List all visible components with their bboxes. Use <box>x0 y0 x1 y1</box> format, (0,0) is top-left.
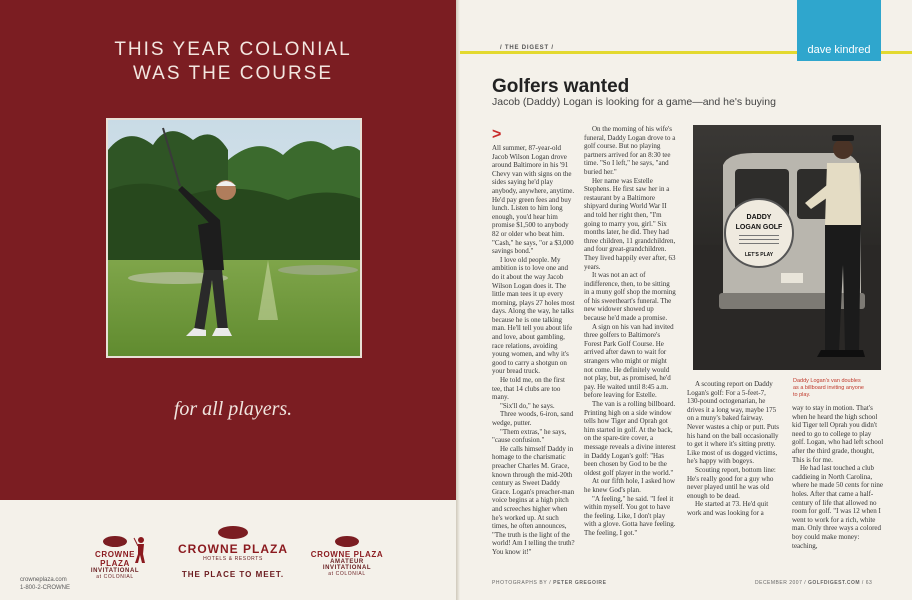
paragraph: way to stay in motion. That's when he heard the high school kid Tiger tell Oprah you didn't need to go to college to play golf. Logan, who had left school after the third grade, thought, This is for me. <box>792 404 884 464</box>
golfer-photo <box>106 118 362 358</box>
paragraph: "Six'll do," he says. <box>500 401 555 410</box>
byline: dave kindred <box>807 44 871 56</box>
paragraph: He calls himself Daddy in homage to the charismatic preacher Charles M. Grace, known through the mid-20th century as Sweet Daddy Grace. Logan's preacher-man voice begins at a high pitch and screeches higher when he's worked up. At such times, he often announces, "The truth is the light of the world! Am I telling the truth? You know it!" <box>492 444 575 556</box>
paragraph: Her name was Estelle Stephens. He first saw her in a restaurant by a Baltimore shipyard during World War II and told her right then, "I'm going to marry you, girl." Six months later, he did. They had three children, 11 grandchildren, and four great-grandchildren. They lived happily ever after, 63 years. <box>584 176 676 271</box>
crowne-plaza-crown-icon <box>218 526 248 539</box>
photo-credit: PHOTOGRAPHS BY / PETER GREGOIRE <box>492 580 607 586</box>
photo-caption: Daddy Logan's van doubles as a billboard inviting anyone to play. <box>793 378 864 398</box>
ad-headline <box>0 38 466 86</box>
page-footer: DECEMBER 2007 / GOLFDIGEST.COM / 63 <box>755 580 873 586</box>
logan-van-illustration <box>693 125 881 370</box>
article-column-3 <box>687 380 779 518</box>
van-sign-line1: DADDY <box>746 214 772 221</box>
paragraph: "Them extras," he says, "cause confusion." <box>492 427 567 445</box>
lead-chevron-icon: > <box>492 126 502 143</box>
van-sign-line2: LOGAN GOLF <box>735 224 783 231</box>
paragraph: Scouting report, bottom line: He's really good for a guy who never played until he was old enough to be dead. <box>687 465 776 500</box>
van-sign-line3: LET'S PLAY <box>744 252 774 258</box>
paragraph: He had last touched a club caddieing in North Carolina, where he made 50 cents for nine holes. After that came a half-century of life that allowed no room for golf. "I was 12 when I went to work for a rich, white man. Only three ways a colored boy could make money: teaching, <box>792 464 883 550</box>
article-column-2 <box>584 125 676 538</box>
section-label: / THE DIGEST / <box>496 45 558 51</box>
logo-invitational-name: CROWNE PLAZA <box>94 550 136 568</box>
golfer-silhouette-icon <box>133 536 147 564</box>
ad-headline-line1: THIS YEAR COLONIAL <box>114 39 352 60</box>
paragraph: A sign on his van had invited three golfers to Baltimore's Forest Park Golf Course. He arrived after dawn to wait for strangers who might or might not come. He definitely would not play, but, as promised, he'd pay. He waited until 8:45 a.m. before leaving for Estelle. <box>584 322 674 400</box>
golfer-illustration <box>108 120 362 358</box>
article-column-1 <box>492 144 576 557</box>
article-headline: Golfers wanted <box>492 76 630 97</box>
ad-headline-line2: WAS THE COURSE <box>132 63 334 84</box>
logo-hotels-tagline: THE PLACE TO MEET. <box>181 570 285 579</box>
ad-contact <box>20 576 70 592</box>
paragraph: At our fifth hole, I asked how he knew God's plan. <box>584 477 676 494</box>
logo-invitational-sub2: at COLONIAL <box>96 574 134 580</box>
footer-date: DECEMBER 2007 <box>755 580 803 586</box>
logo-amateur-name: CROWNE PLAZA <box>310 550 384 559</box>
ad-website[interactable]: crowneplaza.com <box>20 577 67 583</box>
logo-invitational-sub1: INVITATIONAL <box>90 568 140 574</box>
footer-site[interactable]: GOLFDIGEST.COM <box>808 580 861 586</box>
paragraph: A scouting report on Daddy Logan's golf: For a 5-feet-7, 130-pound octogenarian, he drives it a long way, maybe 175 on a muny's baked fairway. Never wastes a chip or putt. Puts his hand on the ball occasionally to get it where it's sitting pretty. Like most of us dogged victims, he's happy with bogeys. <box>687 380 779 466</box>
logo-amateur-sub2: at COLONIAL <box>328 571 366 577</box>
crowne-plaza-emblem-icon <box>335 536 359 547</box>
ad-phone: 1-800-2-CROWNE <box>20 585 71 591</box>
photo-credit-label: PHOTOGRAPHS BY <box>492 580 548 586</box>
logo-amateur <box>308 536 386 577</box>
article-deck: Jacob (Daddy) Logan is looking for a game—and he's buying <box>492 96 776 108</box>
article-page <box>460 0 912 600</box>
photographer-name: PETER GREGOIRE <box>553 580 607 586</box>
article-column-4 <box>792 404 884 550</box>
logo-hotels-name: CROWNE PLAZA <box>178 542 288 556</box>
paragraph: The van is a rolling billboard. Printing high on a side window tells how Tiger and Oprah got him started in golf. At the back, on the spare-tire cover, a message reveals a divine interest in Daddy Logan's golf: "Has been chosen by God to be the oldest golf player in the world." <box>584 400 676 477</box>
paragraph: All summer, 87-year-old Jacob Wilson Logan drove around Baltimore in his '91 Chevy van with signs on the sides saying he'd play anybody, anywhere, anytime. He'd pay green fees and buy lunch. Listen to him long enough, you'd hear him promise $1,500 to anybody 82 or older who beat him. "Cash," he says, "or a $3,000 savings bond." <box>492 144 575 256</box>
paragraph: Three woods, 6-iron, sand wedge, putter. <box>492 410 574 427</box>
page-number: 63 <box>865 580 873 586</box>
paragraph: He told me, on the first tee, that 14 clubs are too many. <box>492 376 565 402</box>
paragraph: On the morning of his wife's funeral, Daddy Logan drove to a golf course. But no playing partners arrived for an 8:30 tee time. "So I left," he says, "and buried her." <box>584 125 676 176</box>
paragraph: I love old people. My ambition is to love one and do it about the way Jacob Wilson Logan does it. The little man tees it up every morning, plays 27 holes most days. Along the way, he talks because he is one talking man. He'll tell you about life and love, about gambling, race relations, avoiding young women, and why it's good to carry a shotgun on your bread truck. <box>492 255 575 376</box>
logan-van-photo <box>693 125 881 370</box>
logo-hotels <box>178 526 288 579</box>
ad-panel <box>0 0 456 500</box>
crowne-plaza-emblem-icon <box>103 536 127 547</box>
logo-hotels-sub: HOTELS & RESORTS <box>203 556 263 562</box>
paragraph: "A feeling," he said. "I feel it within myself. You got to have the feeling. Like, I don't play with a glove. Gotta have feeling. The feeling, I got." <box>584 494 676 537</box>
paragraph: It was not an act of indifference, then, to be sitting in a muny golf shop the morning of his sweetheart's funeral. The new widower showed up because he'd made a promise. <box>584 271 676 323</box>
paragraph: He started at 73. He'd quit work and was looking for a <box>687 500 769 517</box>
logo-amateur-sub1: AMATEUR INVITATIONAL <box>322 559 372 571</box>
ad-tagline: for all players. <box>173 398 293 420</box>
